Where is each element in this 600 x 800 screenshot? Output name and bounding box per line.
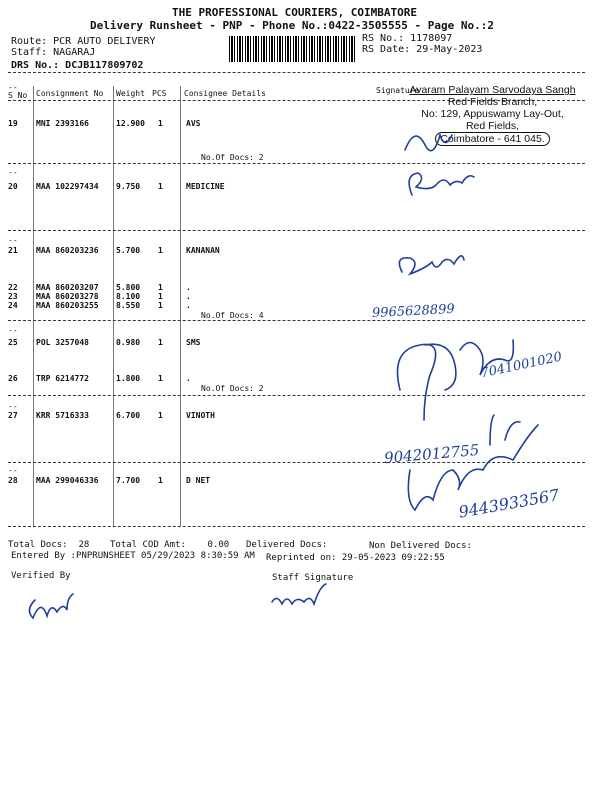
row-24-pcs: 1 [158,301,163,310]
handwritten-phone-2: 7041001020 [479,349,564,382]
delivered-docs: Delivered Docs: [246,540,328,550]
dash-marker: -- [8,326,18,335]
company-title: THE PROFESSIONAL COURIERS, COIMBATORE [172,6,418,19]
row-22-sno: 22 [8,283,18,292]
row-27-weight: 6.700 [116,411,141,420]
row-27-pcs: 1 [158,411,163,420]
row-20-weight: 9.750 [116,182,141,191]
row-19-sno: 19 [8,119,18,128]
row-25-consignee: SMS [186,338,201,347]
col-weight: Weight [116,89,145,98]
row-23-pcs: 1 [158,292,163,301]
row-21-consignment: MAA 860203236 [36,246,99,255]
staff-label: Staff: NAGARAJ [11,47,96,58]
row-23-weight: 8.100 [116,292,141,301]
organization-stamp: Avaram Palayam Sarvodaya Sangh Red Fields Branch, No: 129, Appuswamy Lay-Out, Red Fields, Coimbatore - 641 045. [409,84,576,145]
row-19-weight: 12.900 [116,119,145,128]
row-23-consignee: . [186,292,191,301]
handwritten-phone-4: 9443933567 [457,485,561,522]
row-22-consignment: MAA 860203207 [36,283,99,292]
signature-row-21 [399,256,464,274]
row-20-consignment: MAA 102297434 [36,182,99,191]
row-21-consignee: KANANAN [186,246,220,255]
dash-marker: -- [8,168,18,177]
verified-by-signature [29,594,73,618]
row-27-consignee: VINOTH [186,411,215,420]
row-24-sno: 24 [8,301,18,310]
verified-by: Verified By [11,571,71,581]
drs-number: DRS No.: DCJB117809702 [11,60,144,71]
row-25-consignment: POL 3257048 [36,338,89,347]
rs-number: RS No.: 1178097 [362,33,453,44]
row-26-docs: No.Of Docs: 2 [201,384,264,393]
row-24-docs: No.Of Docs: 4 [201,311,264,320]
row-26-consignment: TRP 6214772 [36,374,89,383]
signature-row-20 [409,173,474,195]
row-22-consignee: . [186,283,191,292]
row-23-sno: 23 [8,292,18,301]
row-19-docs: No.Of Docs: 2 [201,153,264,162]
row-26-sno: 26 [8,374,18,383]
row-28-consignment: MAA 299046336 [36,476,99,485]
total-docs: Total Docs: 28 [8,540,90,550]
row-19-consignee: AVS [186,119,201,128]
row-28-consignee: D NET [186,476,211,485]
row-20-sno: 20 [8,182,18,191]
col-consignee: Consignee Details [184,89,266,98]
row-25-weight: 0.980 [116,338,141,347]
row-28-weight: 7.700 [116,476,141,485]
col-consignment: Consignment No [36,89,104,98]
row-24-consignment: MAA 860203255 [36,301,99,310]
dash-marker: -- [8,83,18,92]
col-pcs: PCS [152,89,167,98]
row-25-sno: 25 [8,338,18,347]
dash-marker: -- [8,466,18,475]
row-20-consignee: MEDICINE [186,182,225,191]
row-24-weight: 8.550 [116,301,141,310]
handwritten-phone-1: 9965628899 [371,301,456,322]
row-27-consignment: KRR 5716333 [36,411,89,420]
row-24-consignee: . [186,301,191,310]
col-sno: S No [8,91,28,100]
row-19-pcs: 1 [158,119,163,128]
rs-date: RS Date: 29-May-2023 [362,44,483,55]
row-25-pcs: 1 [158,338,163,347]
row-21-pcs: 1 [158,246,163,255]
row-23-consignment: MAA 860203278 [36,292,99,301]
row-28-sno: 28 [8,476,18,485]
signature-row-25 [398,340,514,420]
total-cod: Total COD Amt: 0.00 [110,540,230,550]
row-21-weight: 5.700 [116,246,141,255]
row-19-consignment: MNI 2393166 [36,119,89,128]
dash-marker: -- [8,402,18,411]
staff-signature: Staff Signature [272,573,354,583]
row-20-pcs: 1 [158,182,163,191]
dash-marker: -- [8,236,18,245]
row-26-pcs: 1 [158,374,163,383]
runsheet-subtitle: Delivery Runsheet - PNP - Phone No.:0422-3505555 - Page No.:2 [90,19,494,32]
row-28-pcs: 1 [158,476,163,485]
row-26-weight: 1.800 [116,374,141,383]
row-21-sno: 21 [8,246,18,255]
row-22-weight: 5.800 [116,283,141,292]
row-22-pcs: 1 [158,283,163,292]
handwritten-phone-3: 9042012755 [383,440,481,468]
staff-signature-mark [272,584,326,604]
reprinted-on: Reprinted on: 29-05-2023 09:22:55 [266,553,445,563]
signature-row-19 [405,135,452,151]
row-27-sno: 27 [8,411,18,420]
entered-by: Entered By :PNPRUNSHEET 05/29/2023 8:30:59 AM [11,551,255,561]
route-label: Route: PCR AUTO DELIVERY [11,36,156,47]
non-delivered-docs: Non Delivered Docs: [369,541,472,551]
col-signature: Signature [376,86,420,95]
row-26-consignee: . [186,374,191,383]
